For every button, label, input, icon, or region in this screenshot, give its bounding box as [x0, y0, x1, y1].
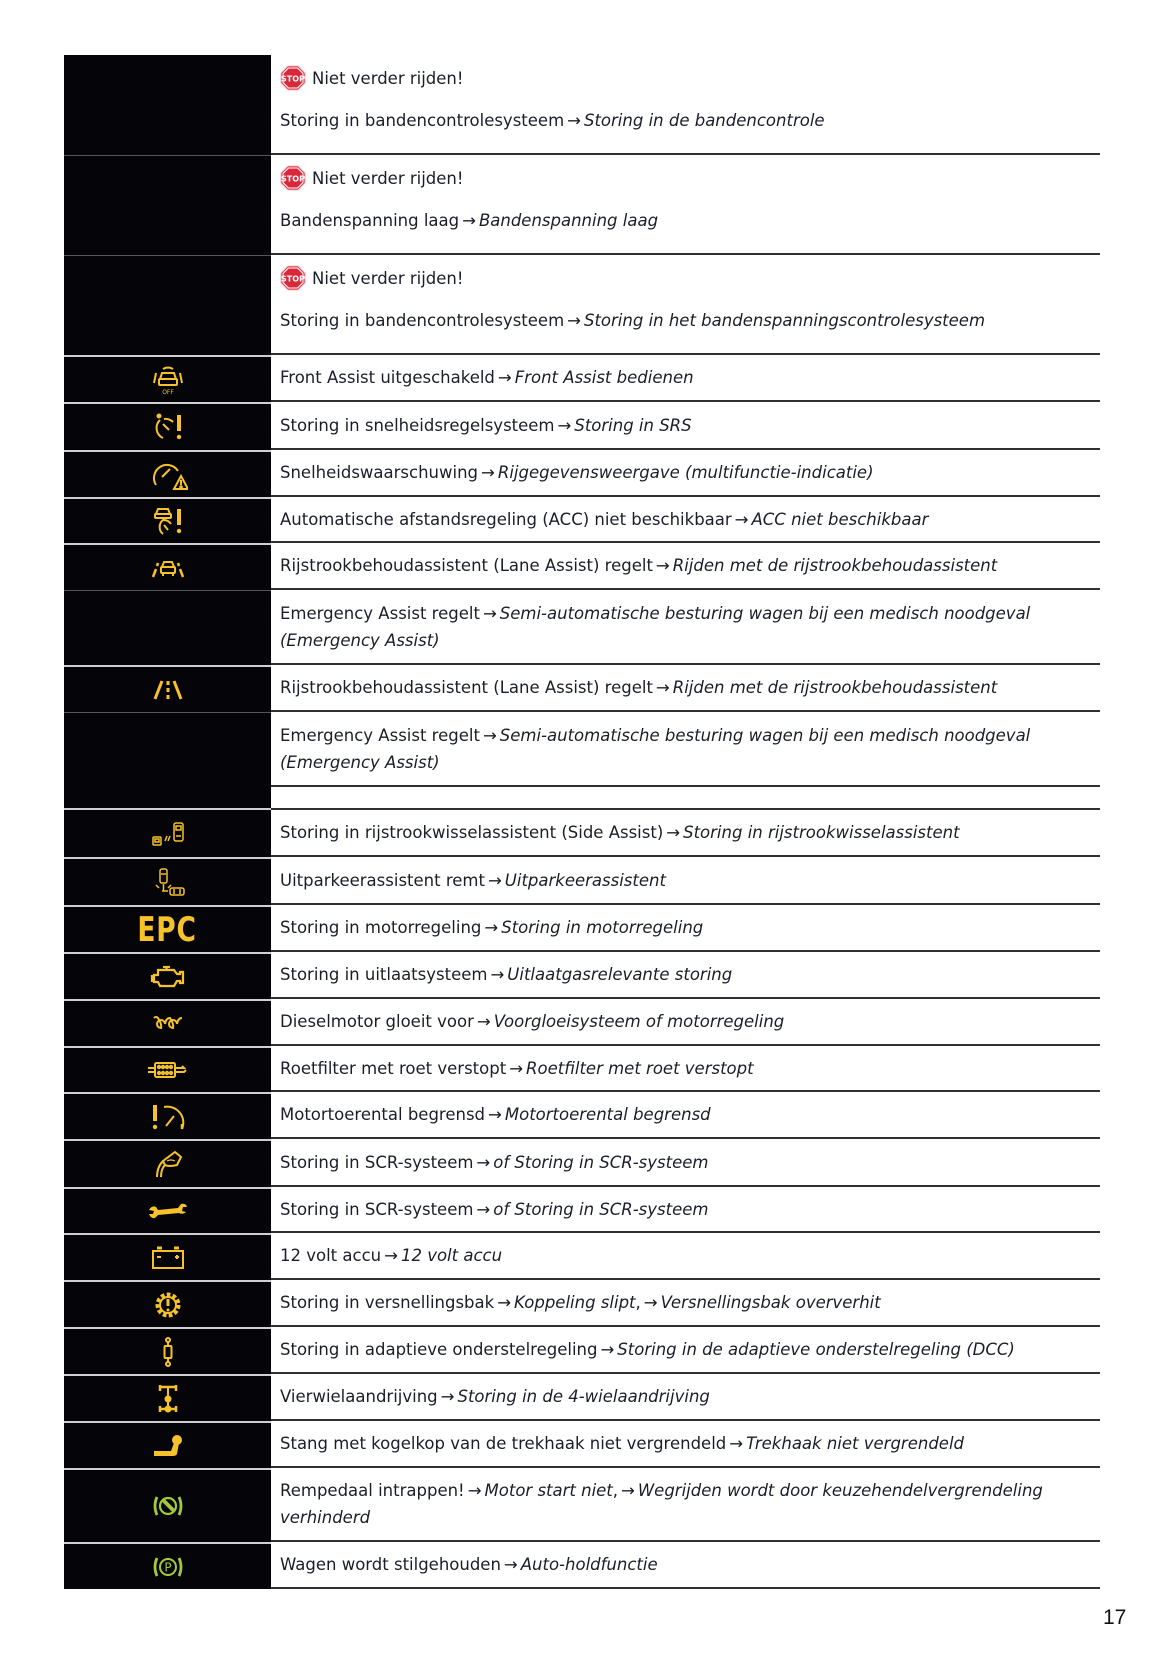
- text-cell: [271, 999, 1100, 1046]
- row-text: Stang met kogelkop van de trekhaak niet vergrendeld: [280, 1434, 727, 1453]
- speed-warning-icon: [148, 459, 188, 491]
- row-text: Snelheidswaarschuwing: [280, 463, 479, 482]
- cross-reference-link[interactable]: Bandenspanning laag: [478, 211, 659, 230]
- table-row: [64, 1327, 1100, 1374]
- text-cell: [271, 1233, 1100, 1280]
- row-text: Storing in bandencontrolesysteem: [280, 311, 565, 330]
- row-description: [280, 412, 1100, 439]
- side-assist-icon: [150, 821, 186, 847]
- rpm-limit-icon: [150, 1102, 186, 1132]
- table-row: [64, 787, 1100, 857]
- table-row: [64, 1139, 1100, 1187]
- row-description: [280, 1196, 1100, 1223]
- cross-reference-link[interactable]: Roetfilter met roet verstopt: [526, 1058, 754, 1078]
- text-cell: [271, 1468, 1100, 1542]
- row-text: 12 volt accu: [280, 1246, 382, 1265]
- particle-filter-icon: [147, 1060, 189, 1080]
- text-cell: [271, 1092, 1100, 1139]
- text-cell: [271, 1421, 1100, 1468]
- table-row: [64, 1092, 1100, 1139]
- text-cell: [271, 787, 1100, 857]
- row-text: Wagen wordt stilgehouden: [280, 1555, 501, 1574]
- icon-cell: [64, 155, 271, 255]
- table-row: [64, 857, 1100, 905]
- svg-text:P: P: [163, 1560, 172, 1574]
- cross-reference-link[interactable]: 12 volt accu: [400, 1246, 503, 1265]
- cross-reference-link[interactable]: Motor start niet: [484, 1481, 613, 1500]
- cross-reference-link[interactable]: Koppeling slipt: [514, 1293, 636, 1312]
- arrow-icon: →: [567, 311, 581, 330]
- cross-reference-link[interactable]: Storing in SRS: [574, 415, 692, 435]
- epc-icon: EPC: [137, 909, 198, 950]
- row-description: [280, 552, 1100, 579]
- table-row: [64, 1421, 1100, 1468]
- cross-reference-link[interactable]: Wegrijden wordt door keuzehendelvergrendeling verhinderd: [280, 1481, 1043, 1527]
- arrow-icon: →: [476, 1152, 491, 1172]
- row-text: Roetfilter met roet verstopt: [280, 1058, 507, 1078]
- icon-cell: [64, 665, 271, 712]
- table-row: [64, 590, 1100, 665]
- page-number: 17: [1103, 1606, 1127, 1629]
- front-assist-off-icon: [151, 365, 185, 395]
- gearbox-fault-icon: [153, 1290, 183, 1320]
- row-description: [280, 1551, 1100, 1578]
- table-row: [64, 543, 1100, 590]
- table-row: [64, 55, 1100, 155]
- icon-cell: [64, 402, 271, 450]
- separator: ,: [612, 1481, 619, 1500]
- wrench-icon: [148, 1201, 188, 1221]
- cross-reference-link[interactable]: of Storing in SCR-systeem: [493, 1152, 709, 1172]
- text-cell: [271, 1542, 1100, 1589]
- arrow-icon: →: [655, 678, 670, 697]
- icon-cell: [64, 952, 271, 999]
- lane-assist-car-icon: [149, 557, 187, 579]
- icon-cell: [64, 1280, 271, 1327]
- text-cell: [271, 1280, 1100, 1327]
- icon-cell: [64, 1139, 271, 1187]
- icon-cell: [64, 905, 271, 952]
- row-description: [280, 1383, 1100, 1410]
- arrow-icon: →: [567, 111, 581, 130]
- arrow-icon: →: [440, 1387, 455, 1406]
- lane-lines-icon: [151, 679, 185, 701]
- row-text: Rempedaal intrappen!: [280, 1481, 465, 1500]
- table-row: [64, 1374, 1100, 1421]
- icon-cell: [64, 1468, 271, 1542]
- arrow-icon: →: [666, 823, 681, 842]
- icon-cell: [64, 255, 271, 355]
- table-row: [64, 1187, 1100, 1233]
- scr-fluid-icon: [151, 1149, 185, 1179]
- arrow-icon: →: [729, 1434, 744, 1453]
- acc-unavailable-icon: [151, 506, 185, 536]
- arrow-icon: →: [557, 415, 572, 435]
- arrow-icon: →: [621, 1481, 635, 1500]
- row-text: Front Assist uitgeschakeld: [280, 368, 495, 387]
- row-text: Emergency Assist regelt: [280, 725, 480, 745]
- row-text: Storing in SCR-systeem: [280, 1199, 474, 1219]
- text-cell: [271, 497, 1100, 543]
- arrow-icon: →: [497, 368, 512, 387]
- text-cell: [271, 355, 1100, 402]
- cross-reference-link[interactable]: Storing in rijstrookwisselassistent: [683, 823, 960, 842]
- icon-cell: [64, 1187, 271, 1233]
- row-text: Rijstrookbehoudassistent (Lane Assist) regelt: [280, 678, 653, 697]
- arrow-icon: →: [481, 463, 495, 482]
- table-row: [64, 999, 1100, 1046]
- arrow-icon: →: [476, 1012, 491, 1031]
- cross-reference-link[interactable]: Storing in de bandencontrole: [583, 111, 825, 130]
- row-text: Motortoerental begrensd: [280, 1105, 486, 1124]
- text-cell: [271, 665, 1100, 712]
- text-cell: [271, 590, 1100, 665]
- text-cell: [271, 857, 1100, 905]
- icon-cell: [64, 1421, 271, 1468]
- table-row: [64, 255, 1100, 355]
- row-text: Storing in versnellingsbak: [280, 1293, 495, 1312]
- text-cell: [271, 155, 1100, 255]
- table-row: [64, 1280, 1100, 1327]
- table-row: [64, 155, 1100, 255]
- row-text: Storing in adaptieve onderstelregeling: [280, 1340, 598, 1359]
- row-description: [280, 914, 1100, 941]
- table-row: [64, 402, 1100, 450]
- row-text: Storing in motorregeling: [280, 918, 482, 937]
- icon-cell: [64, 497, 271, 543]
- icon-cell: [64, 1374, 271, 1421]
- cross-reference-link[interactable]: Storing in motorregeling: [501, 918, 704, 937]
- cross-reference-link[interactable]: Rijden met de rijstrookbehoudassistent: [672, 556, 998, 575]
- arrow-icon: →: [503, 1555, 518, 1574]
- cross-reference-link[interactable]: Semi-automatische besturing wagen bij een medisch noodgeval (Emergency Assist): [280, 725, 1031, 772]
- arrow-icon: →: [734, 509, 749, 529]
- auto-hold-icon: [152, 1554, 184, 1580]
- shock-absorber-icon: [161, 1337, 175, 1367]
- table-row: [64, 905, 1100, 952]
- row-text: Emergency Assist regelt: [280, 603, 480, 623]
- cross-reference-link[interactable]: Semi-automatische besturing wagen bij een medisch noodgeval (Emergency Assist): [280, 603, 1031, 650]
- row-description: [280, 1336, 1100, 1363]
- row-description: [280, 1430, 1100, 1457]
- text-cell: [271, 1374, 1100, 1421]
- cross-reference-link[interactable]: Storing in de 4-wielaandrijving: [457, 1387, 710, 1406]
- row-description: [280, 1101, 1100, 1128]
- arrow-icon: →: [655, 556, 670, 575]
- cross-reference-link[interactable]: Front Assist bedienen: [514, 368, 694, 387]
- cross-reference-link[interactable]: Rijden met de rijstrookbehoudassistent: [672, 678, 998, 697]
- arrow-icon: →: [484, 918, 499, 937]
- row-text: Dieselmotor gloeit voor: [280, 1012, 474, 1031]
- cross-reference-link[interactable]: Auto-holdfunctie: [520, 1555, 658, 1574]
- text-cell: [271, 450, 1100, 497]
- arrow-icon: →: [467, 1481, 482, 1500]
- icon-cell: [64, 1542, 271, 1589]
- stop-warning: [280, 163, 1100, 193]
- icon-cell: [64, 1092, 271, 1139]
- cross-reference-link[interactable]: ACC niet beschikbaar: [751, 509, 929, 529]
- row-description: [280, 961, 1100, 988]
- stop-text: Niet verder rijden!: [312, 268, 464, 288]
- icon-cell: [64, 543, 271, 590]
- row-description: [280, 600, 1100, 654]
- row-description: [280, 1242, 1100, 1269]
- icon-cell-spacer: [64, 787, 271, 810]
- icon-cell: [64, 1046, 271, 1092]
- arrow-icon: →: [490, 965, 505, 984]
- row-text: Vierwielaandrijving: [280, 1387, 438, 1406]
- cross-reference-link[interactable]: Trekhaak niet vergrendeld: [746, 1434, 965, 1453]
- arrow-icon: →: [509, 1058, 524, 1078]
- text-cell: [271, 543, 1100, 590]
- row-text: Rijstrookbehoudassistent (Lane Assist) regelt: [280, 556, 653, 575]
- row-text: Storing in snelheidsregelsysteem: [280, 415, 555, 435]
- icon-cell: [64, 450, 271, 497]
- icon-cell: [64, 787, 271, 857]
- icon-cell: [64, 55, 271, 155]
- cross-reference-link[interactable]: Voorgloeisysteem of motorregeling: [493, 1012, 785, 1031]
- cross-reference-link[interactable]: Versnellingsbak oververhit: [660, 1293, 881, 1312]
- text-cell: [271, 255, 1100, 355]
- icon-cell: [64, 999, 271, 1046]
- arrow-icon: →: [384, 1246, 398, 1265]
- arrow-icon: →: [488, 1105, 502, 1124]
- svg-text:STOP: STOP: [281, 74, 305, 84]
- arrow-icon: →: [482, 603, 497, 623]
- arrow-icon: →: [476, 1199, 491, 1219]
- icon-cell: [64, 590, 271, 665]
- stop-sign-icon: [280, 265, 306, 291]
- cross-reference-link[interactable]: Motortoerental begrensd: [504, 1105, 711, 1124]
- gap-spacer: [271, 787, 1100, 810]
- table-row: [64, 952, 1100, 999]
- stop-sign-icon: [280, 165, 306, 191]
- row-description: [280, 207, 1100, 234]
- table-row: [64, 1542, 1100, 1589]
- stop-warning: [280, 63, 1100, 93]
- glow-plug-icon: [152, 1014, 184, 1034]
- row-description: [280, 1055, 1100, 1082]
- arrow-icon: →: [487, 870, 502, 890]
- separator: ,: [635, 1293, 641, 1312]
- table-row: [64, 355, 1100, 402]
- svg-text:OFF: OFF: [161, 388, 174, 395]
- brake-pedal-icon: [152, 1493, 184, 1519]
- arrow-icon: →: [482, 725, 497, 745]
- cross-reference-link[interactable]: Storing in de adaptieve onderstelregeling (DCC): [617, 1340, 1015, 1359]
- text-cell: [271, 402, 1100, 450]
- row-description: [280, 107, 1100, 134]
- text-cell: [271, 1046, 1100, 1092]
- icon-cell: [64, 1233, 271, 1280]
- arrow-icon: →: [497, 1293, 512, 1312]
- stop-text: Niet verder rijden!: [312, 168, 464, 188]
- stop-warning: [280, 263, 1100, 293]
- cross-reference-link[interactable]: Rijgegevensweergave (multifunctie-indicatie): [497, 463, 874, 482]
- row-description: [280, 1289, 1100, 1316]
- row-description: [280, 459, 1100, 486]
- row-text: Automatische afstandsregeling (ACC) niet beschikbaar: [280, 509, 732, 529]
- cross-reference-link[interactable]: Uitlaatgasrelevante storing: [507, 965, 733, 984]
- table-row: [64, 497, 1100, 543]
- row-description: [280, 674, 1100, 701]
- row-description: [280, 1008, 1100, 1035]
- row-text: Storing in SCR-systeem: [280, 1152, 474, 1172]
- row-text: Storing in uitlaatsysteem: [280, 965, 488, 984]
- table-row: [64, 1233, 1100, 1280]
- arrow-icon: →: [600, 1340, 615, 1359]
- table-row: [64, 1046, 1100, 1092]
- awd-icon: [156, 1383, 180, 1415]
- text-cell: [271, 1139, 1100, 1187]
- text-cell: [271, 1327, 1100, 1374]
- table-row: [64, 1468, 1100, 1542]
- row-description: [280, 307, 1100, 334]
- cross-reference-link[interactable]: Storing in het bandenspanningscontrolesysteem: [583, 311, 986, 330]
- svg-text:STOP: STOP: [281, 174, 305, 184]
- battery-icon: [151, 1246, 185, 1270]
- row-description: [280, 506, 1100, 533]
- row-description: [280, 1477, 1100, 1531]
- icon-wrap: [64, 810, 271, 857]
- icon-cell: [64, 355, 271, 402]
- icon-cell: [64, 857, 271, 905]
- warning-lights-table: [64, 55, 1100, 1589]
- arrow-icon: →: [462, 211, 476, 230]
- tow-bar-icon: [152, 1434, 184, 1458]
- row-text: Bandenspanning laag: [280, 211, 460, 230]
- row-description: [280, 1149, 1100, 1176]
- speed-control-fault-icon: [151, 412, 185, 442]
- engine-icon: [150, 965, 186, 989]
- cross-reference-link[interactable]: of Storing in SCR-systeem: [493, 1199, 709, 1219]
- icon-cell: [64, 1327, 271, 1374]
- table-row: [64, 665, 1100, 712]
- row-description: [280, 364, 1100, 391]
- svg-text:STOP: STOP: [281, 274, 305, 284]
- row-text: Uitparkeerassistent remt: [280, 870, 485, 890]
- text-cell: [271, 905, 1100, 952]
- exit-assist-icon: [150, 867, 186, 897]
- row-description: [280, 819, 960, 846]
- table-row: [64, 450, 1100, 497]
- row-description: [280, 867, 1100, 894]
- row-text: Storing in rijstrookwisselassistent (Side Assist): [280, 823, 664, 842]
- cross-reference-link[interactable]: Uitparkeerassistent: [504, 870, 666, 890]
- row-text: Storing in bandencontrolesysteem: [280, 111, 565, 130]
- text-cell: [271, 952, 1100, 999]
- table-row-empty: [64, 764, 1100, 787]
- stop-sign-icon: [280, 65, 306, 91]
- stop-text: Niet verder rijden!: [312, 68, 464, 88]
- text-cell: [271, 55, 1100, 155]
- text-cell: [271, 1187, 1100, 1233]
- arrow-icon: →: [643, 1293, 658, 1312]
